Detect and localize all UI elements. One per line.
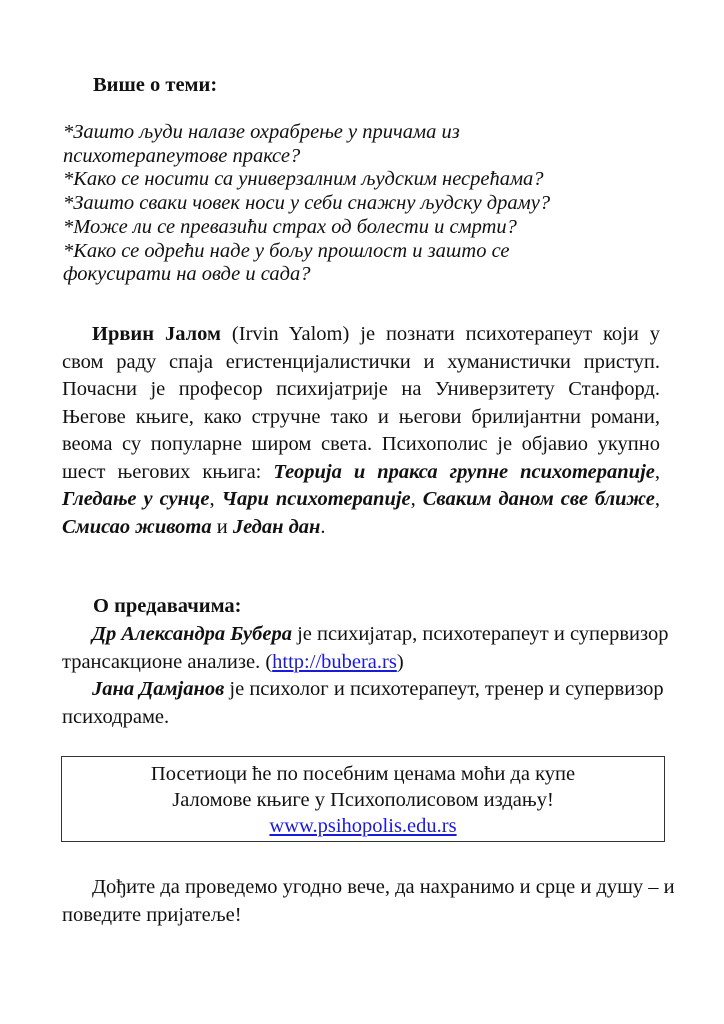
more-heading: Више о теми:	[93, 74, 218, 96]
book-title: Смисао живота	[62, 515, 212, 538]
lecturer-text: је психијатар, психотерапеут и супервизор трансакционе анализе. (	[62, 623, 669, 673]
question-line: *Како се носити са универзалним људским несрећама?	[63, 168, 544, 191]
book-title: Један дан	[232, 515, 321, 538]
lecturer-name: Јана Дамјанов	[92, 678, 225, 700]
question-line: *Како се одрећи наде у бољу прошлост и зашто се	[63, 239, 510, 262]
author-name: Ирвин Јалом	[92, 323, 221, 345]
question-list	[63, 121, 683, 287]
separator: ,	[654, 460, 660, 483]
question-line: *Зашто сваки човек носи у себи снажну људску драму?	[63, 192, 551, 215]
question-line: *Зашто људи налазе охрабрење у причама из	[63, 121, 460, 143]
separator: ,	[410, 488, 423, 510]
notice-line: Посетиоци ће по посебним ценама моћи да купе	[150, 763, 576, 785]
notice-box	[61, 756, 665, 842]
book-title: Гледање у сунце	[62, 488, 210, 510]
paren-close: )	[396, 650, 404, 673]
lecturer-name: Др Александра Бубера	[92, 623, 292, 645]
lecturer-damjanov	[62, 676, 682, 731]
period: .	[320, 515, 326, 538]
lecturer-text: је психолог и психотерапеут, тренер и супервизор психодраме.	[62, 678, 664, 728]
separator: ,	[209, 488, 222, 510]
book-title: Сваким даном све ближе	[422, 488, 655, 510]
bio-text: (Irvin Yalom) је познати психотерапеут који у свом раду спаја егистенцијалистички и хуманистички приступ. Почасни је професор психијатрије на Универзитету Станфорд. Његове књиге, како стручне тако и његови брилијантни романи, веома су популарне широм света. Психополис је објавио укупно шест његових књига:	[62, 323, 661, 483]
author-bio	[62, 321, 660, 541]
psihopolis-link[interactable]: www.psihopolis.edu.rs	[269, 815, 457, 837]
separator: ,	[654, 488, 661, 510]
notice-line: Јаломове књиге у Психополисовом издању!	[172, 789, 554, 811]
question-line: психотерапеутове праксе?	[63, 144, 301, 167]
bubera-link[interactable]: http://bubera.rs	[272, 650, 397, 673]
lecturer-bubera	[62, 621, 682, 676]
book-title: Теорија и пракса групне психотерапије	[273, 460, 655, 483]
closing-text: Дођите да проведемо угодно вече, да нахранимо и срце и душу – и поведите пријатеље!	[62, 876, 675, 926]
lecturers-section	[62, 621, 682, 731]
lecturers-heading: О предавачима:	[93, 595, 242, 617]
question-line: *Може ли се превазићи страх од болести и смрти?	[63, 215, 517, 238]
question-line: фокусирати на овде и сада?	[63, 263, 311, 286]
conjunction: и	[211, 515, 233, 538]
book-title: Чари психотерапије	[221, 488, 411, 510]
